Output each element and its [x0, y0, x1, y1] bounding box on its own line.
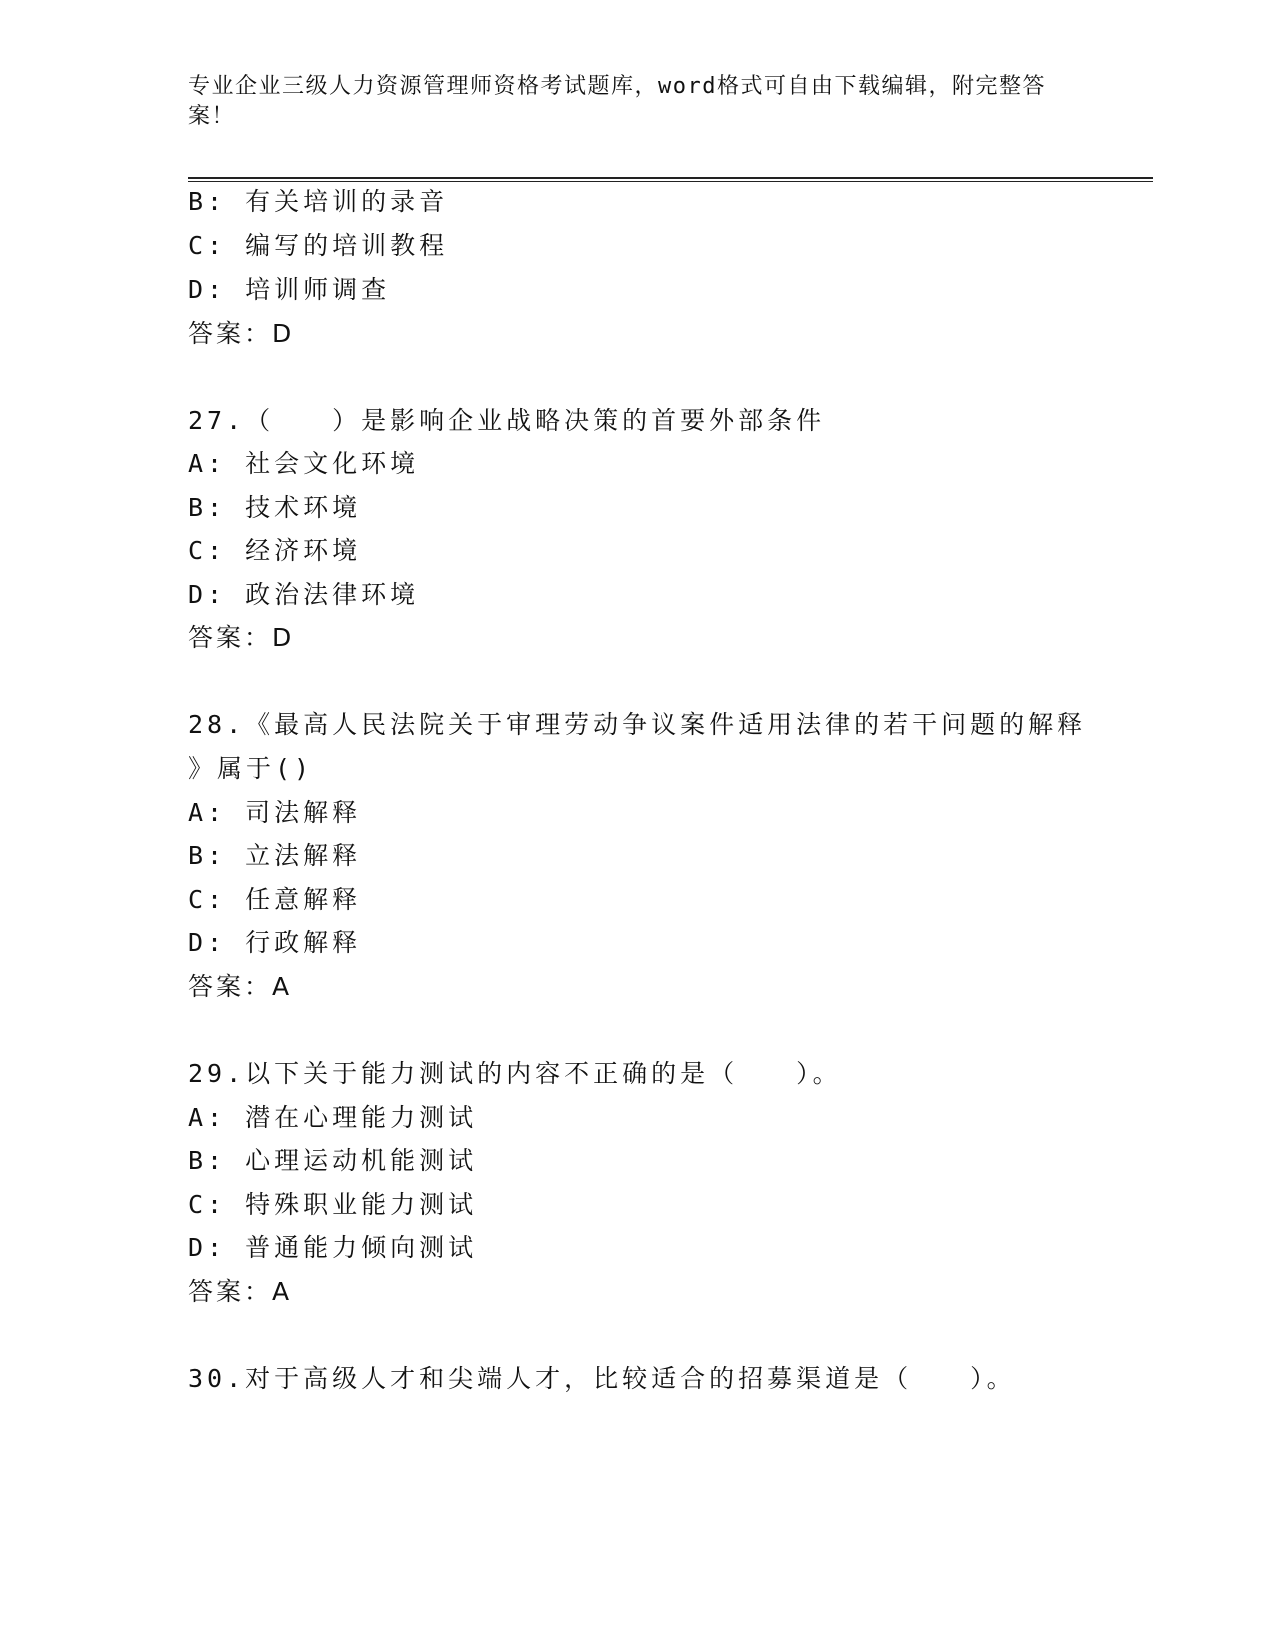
option-c: C: 经济环境 — [188, 536, 362, 565]
header-divider — [188, 177, 1153, 182]
answer: 答案：A — [188, 1277, 293, 1306]
option-c: C: 特殊职业能力测试 — [188, 1190, 478, 1219]
option-d: D: 普通能力倾向测试 — [188, 1233, 478, 1262]
option-b: B: 心理运动机能测试 — [188, 1146, 478, 1175]
question-stem-continued: 》属于() — [188, 754, 314, 783]
answer: 答案：A — [188, 972, 293, 1001]
option-a: A: 社会文化环境 — [188, 449, 420, 478]
question-stem: 30.对于高级人才和尖端人才，比较适合的招募渠道是（ ）。 — [188, 1364, 1016, 1393]
document-header: 专业企业三级人力资源管理师资格考试题库，word格式可自由下载编辑，附完整答案！ — [188, 74, 1046, 129]
answer: 答案：D — [188, 623, 295, 652]
option-a: A: 潜在心理能力测试 — [188, 1103, 478, 1132]
option-b: B: 立法解释 — [188, 841, 362, 870]
answer: 答案：D — [188, 319, 295, 348]
question-stem: 28.《最高人民法院关于审理劳动争议案件适用法律的若干问题的解释 — [188, 710, 1087, 739]
option-d: D: 行政解释 — [188, 928, 362, 957]
question-stem: 27.（ ）是影响企业战略决策的首要外部条件 — [188, 406, 826, 435]
option-c: C: 任意解释 — [188, 885, 362, 914]
option-a: A: 司法解释 — [188, 798, 362, 827]
option-b: B: 有关培训的录音 — [188, 187, 449, 216]
option-d: D: 培训师调查 — [188, 275, 391, 304]
option-c: C: 编写的培训教程 — [188, 231, 449, 260]
option-b: B: 技术环境 — [188, 493, 362, 522]
option-d: D: 政治法律环境 — [188, 580, 420, 609]
question-stem: 29.以下关于能力测试的内容不正确的是（ ）。 — [188, 1059, 842, 1088]
